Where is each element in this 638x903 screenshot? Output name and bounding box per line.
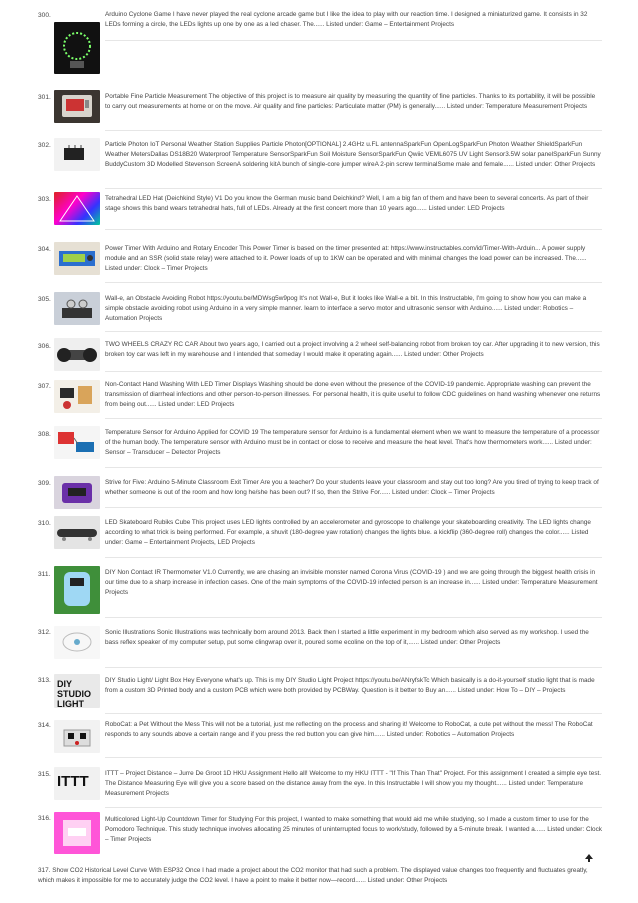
entry-number: 315.: [38, 771, 51, 778]
entry-text: ITTT – Project Distance – Jurre De Groot 1D HKU Assignment Hello all! Welcome to my HKU ITTT - "If This Than That" Project. For this assignment I created a simple eye test. The Distance Measuring Eye will give you a score based on the distance away from the eye. In this Instructable I will show you my thought...... Listed under: Temperature Measurement Projects: [105, 770, 602, 798]
countdown-timer-photo[interactable]: [54, 812, 100, 854]
entry-text: Multicolored Light-Up Countdown Timer for Studying For this project, I wanted to make something that would aid me while studying, so I made a custom timer to use for the Pomodoro Technique. This study technique involves allocating 25 minutes of uninterrupted focus to work/study, followed by a 5-minute break. I wanted a...... Listed under: Clock – Timer Projects: [105, 816, 602, 844]
entry-text: Non-Contact Hand Washing With LED Timer Displays Washing should be done even without the presence of the COVID-19 pandemic. Appropriate washing can prevent the transmission of diarrheal infections and other person-to-person illnesses. For personal health, it is quite useful to follow CDC guidelines on hand washing whenever one returns from being out...... Listed under: LED Projects: [105, 381, 601, 409]
divider: [105, 557, 602, 558]
divider: [105, 757, 602, 758]
entry-number: 303.: [38, 196, 51, 203]
arrow-up-icon[interactable]: [584, 850, 594, 860]
rc-car-photo[interactable]: [54, 338, 100, 371]
entry-number: 316.: [38, 815, 51, 822]
entry-number: 301.: [38, 94, 51, 101]
entry-text: Power Timer With Arduino and Rotary Encoder This Power Timer is based on the timer presented at: https://www.instructables.com/id/Timer-With-Arduin... A power supply module and an SSR (solid state relay) were attached to it. Power loads of up to 1KW can be operated and with minimal changes the load power can be increased. The...... Listed under: Clock – Timer Projects: [105, 245, 587, 273]
entry-text: RoboCat: a Pet Without the Mess This will not be a tutorial, just me reflecting on the process and sharing it! Welcome to RoboCat, a cute pet without the mess! The RoboCat responds to any sounds above a certain range and if you press the red button you can give him...... Listed under: Robotics – Automation Projects: [105, 721, 593, 739]
divider: [105, 130, 602, 131]
entry-number: 310.: [38, 520, 51, 527]
list-item: [38, 866, 602, 886]
entry-number: 311.: [38, 571, 51, 578]
led-ring-photo[interactable]: [54, 22, 100, 74]
divider: [105, 713, 602, 714]
divider: [105, 507, 602, 508]
entry-text: DIY Studio Light/ Light Box Hey Everyone what's up. This is my DIY Studio Light Project https://youtu.be/ANryfskTc Which basically is a do-it-yourself studio light that is made from a custom 3D Printed body and a custom PCB which were both provided by PCBWay. Question is it better to Buy an...... Listed under: How To – DIY – Projects: [105, 677, 595, 695]
divider: [105, 617, 602, 618]
divider: [105, 667, 602, 668]
divider: [105, 371, 602, 372]
entry-number: 309.: [38, 480, 51, 487]
entry-text: TWO WHEELS CRAZY RC CAR About two years ago, I carried out a project involving a 2 wheel self-balancing robot from broken toy car. After upgrading it to new version, this broken toy car was left in my warehouse and I intended that someday I would make it operating again...... Listed under: Other Projects: [105, 341, 600, 359]
ir-thermometer-photo[interactable]: [54, 566, 100, 614]
entry-number: 302.: [38, 142, 51, 149]
entry-number: 314.: [38, 722, 51, 729]
entry-text: Show CO2 Historical Level Curve With ESP32 Once I had made a project about the CO2 monitor that had such a problem. The displayed value changes too frequently and fluctuates greatly, which makes it impossible for me to accurately judge the CO2 level. I have a point to make it better now—record...... Listed under: Other Projects: [38, 867, 588, 885]
entry-number: 313.: [38, 677, 51, 684]
light-box-photo[interactable]: [54, 674, 100, 708]
entry-text: Tetrahedral LED Hat (Deichkind Style) V1 Do you know the German music band Deichkind? Well, I am a big fan of them and have been to several concerts. As part of their stage shows this band wears tetrahedral hats, full of LEDs. Already at the first concert more than 10 years ago...... Listed under: LED Projects: [105, 195, 589, 213]
photon-board-photo[interactable]: [54, 138, 100, 171]
divider: [105, 229, 602, 230]
entry-number: 308.: [38, 431, 51, 438]
divider: [105, 188, 602, 189]
temperature-sensor-photo[interactable]: [54, 426, 100, 459]
entry-number: 307.: [38, 383, 51, 390]
power-timer-photo[interactable]: [54, 242, 100, 275]
sonic-illustration-photo[interactable]: [54, 626, 100, 659]
divider: [105, 418, 602, 419]
entry-number: 304.: [38, 246, 51, 253]
led-hat-photo[interactable]: [54, 192, 100, 225]
divider: [105, 331, 602, 332]
entry-text: Sonic Illustrations Sonic Illustrations was technically born around 2013. Back then I started a little experiment in my bedroom which also served as my workshop. I used the bass reflex speaker of my computer setup, put some clingwrap over it, poured some ecoline on the top of it,...... Listed under: Other Projects: [105, 629, 589, 647]
entry-text: LED Skateboard Rubiks Cube This project uses LED lights controlled by an accelerometer and gyroscope to challenge your skateboarding creativity. The LED lights change according to what trick is being performed. For example, a shuvit (180-degree yaw rotation) changes the lights blue. a kickflip (360-degree roll) changes the color...... Listed under: Game – Entertainment Projects, LED Projects: [105, 519, 591, 547]
robot-photo[interactable]: [54, 292, 100, 325]
entry-text: Wall-e, an Obstacle Avoiding Robot https://youtu.be/MDWsg5w9pog It's not Wall-e, But it looks like Wall-e a bit. In this Instructable, I'm going to show how you can make a simple obstacle avoiding robot using Arduino in a very simple manner. learn to interface a servo motor and ultrasonic sensor with Arduino...... Listed under: Robotics – Automation Projects: [105, 295, 587, 323]
thumb-label: ITTT: [57, 773, 89, 790]
thumb-label: DIY STUDIO LIGHT: [57, 679, 92, 708]
entry-number: 317.: [38, 867, 51, 874]
entry-text: DIY Non Contact IR Thermometer V1.0 Currently, we are chasing an invisible monster named Corona Virus (COVID-19 ) and we are going through the biggest health crisis in our time due to a sharp increase in infection cases. One of the main symptoms of the COVID-19 infected person is an increase in...... Listed under: Temperature Measurement Projects: [105, 569, 598, 597]
hand-washing-photo[interactable]: [54, 380, 100, 413]
entry-text: Portable Fine Particle Measurement The objective of this project is to measure air quality by measuring the quantity of fine particles. Thanks to its portability, it will be possible to carry out measurements at home or on the move. Air quality and fine particles: Particulate matter (PM) is generally...... Listed under: Temperature Measurement Projects: [105, 93, 596, 111]
divider: [105, 467, 602, 468]
entry-number: 312.: [38, 629, 51, 636]
ittt-photo[interactable]: [54, 767, 100, 800]
divider: [105, 807, 602, 808]
robocat-photo[interactable]: [54, 720, 100, 753]
entry-number: 300.: [38, 12, 51, 19]
entry-number: 306.: [38, 343, 51, 350]
skateboard-photo[interactable]: [54, 516, 100, 549]
entry-text: Temperature Sensor for Arduino Applied for COVID 19 The temperature sensor for Arduino is a fundamental element when we want to measure the temperature of a processor of the human body. The temperature sensor with Arduino must be in contact or close to receive and measure the heat level. That's how thermometers work...... Listed under: Sensor – Transducer – Detector Projects: [105, 429, 600, 457]
entry-text: Arduino Cyclone Game I have never played the real cyclone arcade game but I like the idea to play with our reaction time. I designed a miniaturized game. It consists in 32 LEDs forming a circle, the LEDs lights up one by one as a led chaser. The...... Listed under: Game – Entertainment Projects: [105, 11, 588, 29]
particle-meter-photo[interactable]: [54, 90, 100, 123]
exit-timer-photo[interactable]: [54, 476, 100, 509]
entry-number: 305.: [38, 296, 51, 303]
entry-text: Particle Photon IoT Personal Weather Station Supplies Particle Photon[OPTIONAL] 2.4GHz u.FL antennaSparkFun OpenLogSparkFun Photon Weather ShieldSparkFun Weather MetersDallas DS18B20 Waterproof Temperature SensorSparkFun Soil Moisture SensorSparkFun Qwiic VEML6075 UV Light Sensor3.5W solar panelSparkFun Sunny BuddyCustom 3D Modelled Stevenson ScreenA soldering kitA bunch of single-core jumper wireA 2-pin screw terminalSome male and female...... Listed under: Other Projects: [105, 141, 601, 169]
divider: [105, 282, 602, 283]
divider: [105, 40, 602, 41]
entry-text: Strive for Five: Arduino 5-Minute Classroom Exit Timer Are you a teacher? Do your students leave your classroom and stay out too long? Are you tired of trying to keep track of whether someone is out of the room and how long he/she has been out? If so, then the Strive For...... Listed under: Clock – Timer Projects: [105, 479, 599, 497]
